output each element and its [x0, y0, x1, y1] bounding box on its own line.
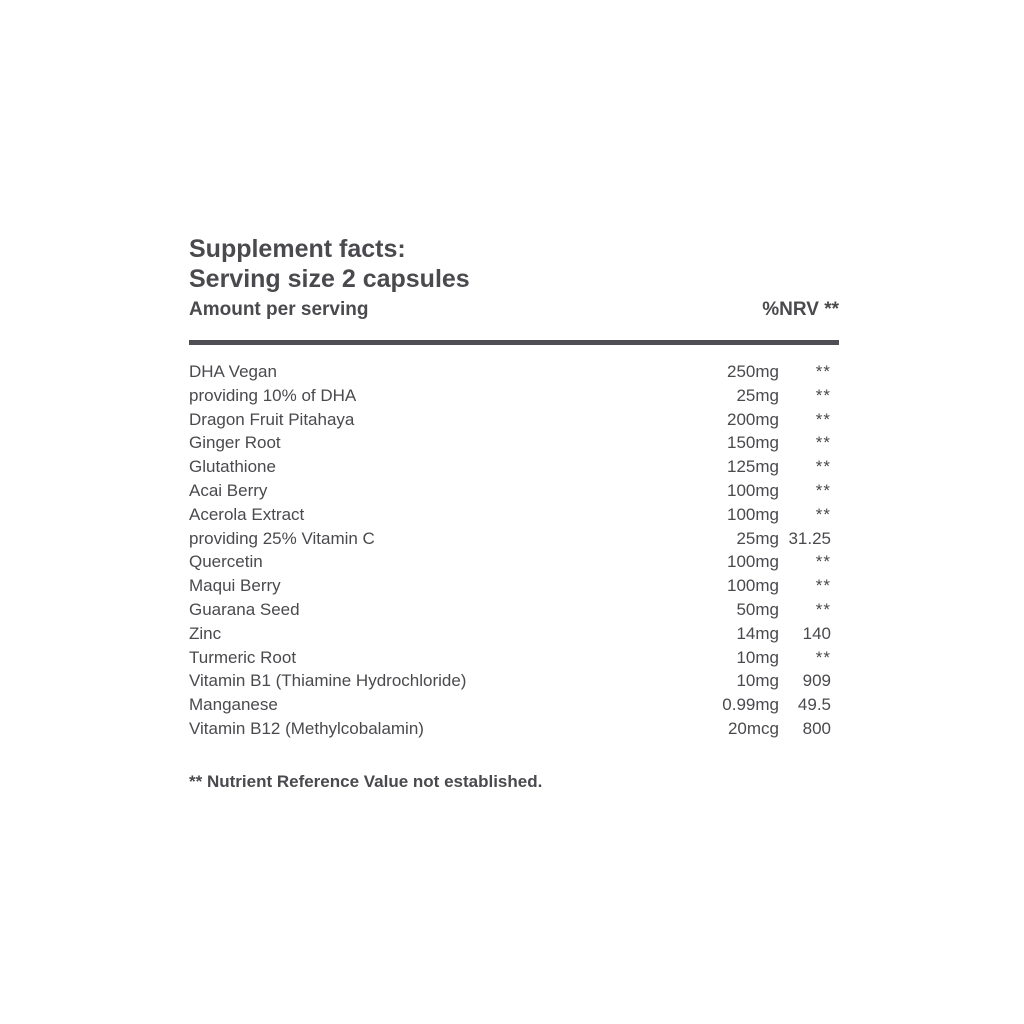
ingredient-name: Glutathione — [189, 457, 276, 477]
nrv-footnote: ** Nutrient Reference Value not established. — [189, 772, 543, 791]
ingredient-nrv: ** — [815, 576, 831, 596]
ingredient-amount: 150mg — [727, 433, 779, 453]
ingredient-nrv: ** — [815, 362, 831, 381]
ingredient-nrv: ** — [815, 457, 831, 477]
ingredient-row — [189, 574, 839, 598]
ingredient-name: Vitamin B1 (Thiamine Hydrochloride) — [189, 671, 467, 691]
ingredient-amount: 100mg — [727, 576, 779, 596]
column-header-row — [189, 294, 839, 324]
ingredient-name: Vitamin B12 (Methylcobalamin) — [189, 718, 424, 738]
ingredient-name: Zinc — [189, 623, 222, 643]
ingredient-nrv: ** — [815, 409, 831, 429]
header-divider — [189, 340, 839, 345]
ingredient-name: Guarana Seed — [189, 599, 300, 619]
ingredient-row — [189, 598, 839, 622]
ingredient-row — [189, 646, 839, 670]
ingredient-row — [189, 479, 839, 503]
ingredient-name: Maqui Berry — [189, 576, 281, 596]
ingredient-row — [189, 693, 839, 717]
ingredient-row — [189, 455, 839, 479]
ingredient-row — [189, 408, 839, 432]
ingredient-name: Dragon Fruit Pitahaya — [189, 409, 355, 429]
ingredient-amount: 100mg — [727, 504, 779, 524]
ingredient-amount: 50mg — [736, 599, 779, 619]
ingredient-name: Turmeric Root — [189, 647, 297, 667]
ingredient-amount: 25mg — [736, 528, 779, 548]
ingredient-nrv: ** — [815, 599, 831, 619]
ingredient-nrv: ** — [815, 647, 831, 667]
ingredient-row — [189, 527, 839, 551]
ingredient-list — [189, 360, 839, 741]
ingredient-amount: 20mcg — [727, 718, 779, 738]
title-supplement-facts: Supplement facts: — [189, 235, 406, 263]
nrv-column-label: %NRV ** — [762, 299, 839, 320]
ingredient-amount: 10mg — [736, 647, 779, 667]
ingredient-amount: 25mg — [736, 385, 779, 405]
ingredient-nrv: 49.5 — [797, 695, 831, 715]
amount-per-serving-label: Amount per serving — [189, 299, 369, 320]
ingredient-name: Manganese — [189, 695, 278, 715]
ingredient-nrv: 31.25 — [788, 528, 831, 548]
ingredient-amount: 0.99mg — [722, 695, 779, 715]
supplement-facts-panel — [189, 234, 839, 791]
ingredient-amount: 100mg — [727, 480, 779, 500]
ingredient-row — [189, 431, 839, 455]
ingredient-row — [189, 360, 839, 384]
ingredient-nrv: 800 — [802, 718, 831, 738]
ingredient-name: Acai Berry — [189, 480, 268, 500]
ingredient-nrv: ** — [815, 433, 831, 453]
ingredient-name: Acerola Extract — [189, 504, 305, 524]
ingredient-name: Ginger Root — [189, 433, 281, 453]
ingredient-nrv: 909 — [802, 671, 831, 691]
ingredient-amount: 14mg — [736, 623, 779, 643]
ingredient-amount: 125mg — [727, 457, 779, 477]
ingredient-row — [189, 503, 839, 527]
title-serving-size: Serving size 2 capsules — [189, 265, 470, 293]
ingredient-name: providing 25% Vitamin C — [189, 528, 375, 548]
ingredient-row — [189, 550, 839, 574]
ingredient-nrv: ** — [815, 385, 831, 405]
ingredient-row — [189, 669, 839, 693]
ingredient-amount: 200mg — [727, 409, 779, 429]
ingredient-nrv: ** — [815, 552, 831, 572]
ingredient-row — [189, 622, 839, 646]
ingredient-nrv: ** — [815, 504, 831, 524]
ingredient-row — [189, 717, 839, 741]
ingredient-nrv: ** — [815, 480, 831, 500]
ingredient-name: Quercetin — [189, 552, 263, 572]
ingredient-name: DHA Vegan — [189, 362, 277, 381]
ingredient-amount: 10mg — [736, 671, 779, 691]
ingredient-nrv: 140 — [802, 623, 831, 643]
ingredient-amount: 250mg — [727, 362, 779, 381]
ingredient-amount: 100mg — [727, 552, 779, 572]
ingredient-name: providing 10% of DHA — [189, 385, 357, 405]
ingredient-row — [189, 384, 839, 408]
